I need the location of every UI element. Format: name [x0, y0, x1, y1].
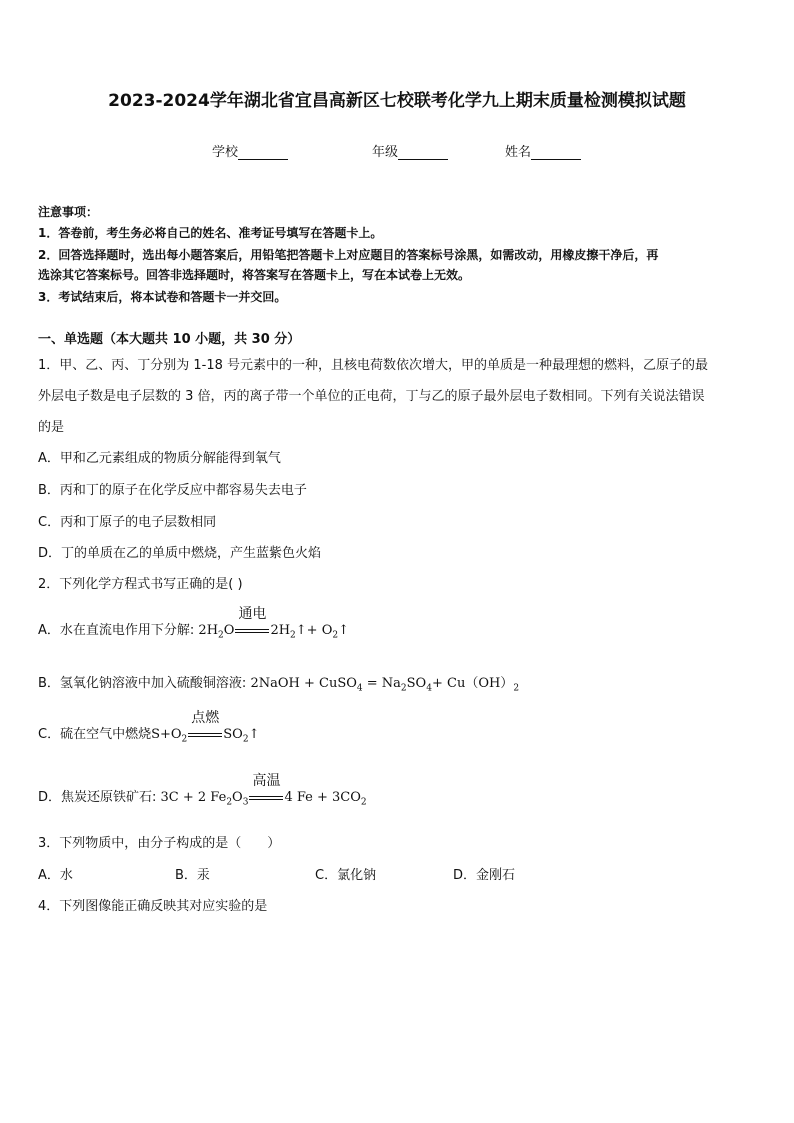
- q3-stem: 3．下列物质中，由分子构成的是（ ）: [38, 836, 281, 851]
- section-heading: 一、单选题（本大题共 10 小题，共 30 分）: [38, 332, 301, 347]
- q2-option-a-equation: $2H_2O$ 通电 $2H_2↑+$ $O_2↑$: [198, 623, 349, 638]
- q1-option-d: D．丁的单质在乙的单质中燃烧，产生蓝紫色火焰: [38, 546, 322, 561]
- q2-option-d-text: D．焦炭还原铁矿石:: [38, 790, 157, 805]
- note-2b: 选涂其它答案标号。回答非选择题时，将答案写在答题卡上，写在本试卷上无效。: [38, 268, 471, 282]
- q3-option-b: B．汞: [175, 868, 210, 883]
- name-label: 姓名: [505, 145, 532, 160]
- note-3: 3．考试结束后，将本试卷和答题卡一并交回。: [38, 290, 287, 304]
- note-2a: 2．回答选择题时，选出每小题答案后，用铅笔把答题卡上对应题目的答案标号涂黑，如需改动，用橡皮擦干净后，再: [38, 248, 659, 262]
- q2-option-a: [38, 606, 349, 641]
- q2-option-c-equation: $S+O_2$ 点燃 $SO_2↑$: [151, 727, 259, 742]
- q2-option-b: [38, 672, 519, 694]
- q3-option-d: D．金刚石: [453, 868, 516, 883]
- q2-option-c-text: C．硫在空气中燃烧: [38, 727, 152, 742]
- q1-line3: 的是: [38, 420, 65, 435]
- notes-heading: 注意事项：: [38, 205, 99, 219]
- q2-option-d: [38, 773, 367, 808]
- name-field: [505, 141, 581, 160]
- q2-option-d-equation: 3C + 2 $Fe_2O_3$ 高温 4 $Fe + 3CO_2$: [161, 790, 367, 805]
- q2-option-c: [38, 710, 260, 745]
- q2-a-condition: 通电: [238, 606, 267, 622]
- q2-c-condition: 点燃: [191, 710, 220, 726]
- grade-label: 年级: [372, 145, 399, 160]
- school-label: 学校: [212, 145, 239, 160]
- q2-option-b-equation: 2NaOH + CuSO$_4$ = $Na_2SO_4+ Cu(OH)_2$: [250, 676, 520, 694]
- q1-line1: 1．甲、乙、丙、丁分别为 1-18 号元素中的一种，且核电荷数依次增大，甲的单质是一种最理想的燃料，乙原子的最: [38, 358, 709, 373]
- q2-option-b-text: B．氢氧化钠溶液中加入硫酸铜溶液:: [38, 676, 247, 691]
- q2-d-condition: 高温: [252, 773, 281, 789]
- q1-option-a: A．甲和乙元素组成的物质分解能得到氧气: [38, 451, 281, 466]
- page-title: 2023-2024学年湖北省宜昌高新区七校联考化学九上期末质量检测模拟试题: [108, 91, 686, 111]
- q1-option-c: C．丙和丁原子的电子层数相同: [38, 515, 217, 530]
- note-1: 1．答卷前，考生务必将自己的姓名、准考证号填写在答题卡上。: [38, 226, 383, 240]
- q3-option-c: C．氯化钠: [315, 868, 377, 883]
- q2-stem: 2．下列化学方程式书写正确的是( ): [38, 577, 243, 592]
- q2-option-a-text: A．水在直流电作用下分解:: [38, 623, 195, 638]
- school-field: [212, 141, 288, 160]
- q3-option-a: A．水: [38, 868, 73, 883]
- grade-field: [372, 141, 448, 160]
- q1-line2: 外层电子数是电子层数的 3 倍，丙的离子带一个单位的正电荷，丁与乙的原子最外层电子数相同。下列有关说法错误: [38, 389, 705, 404]
- q1-option-b: B．丙和丁的原子在化学反应中都容易失去电子: [38, 483, 307, 498]
- q4-stem: 4．下列图像能正确反映其对应实验的是: [38, 899, 268, 914]
